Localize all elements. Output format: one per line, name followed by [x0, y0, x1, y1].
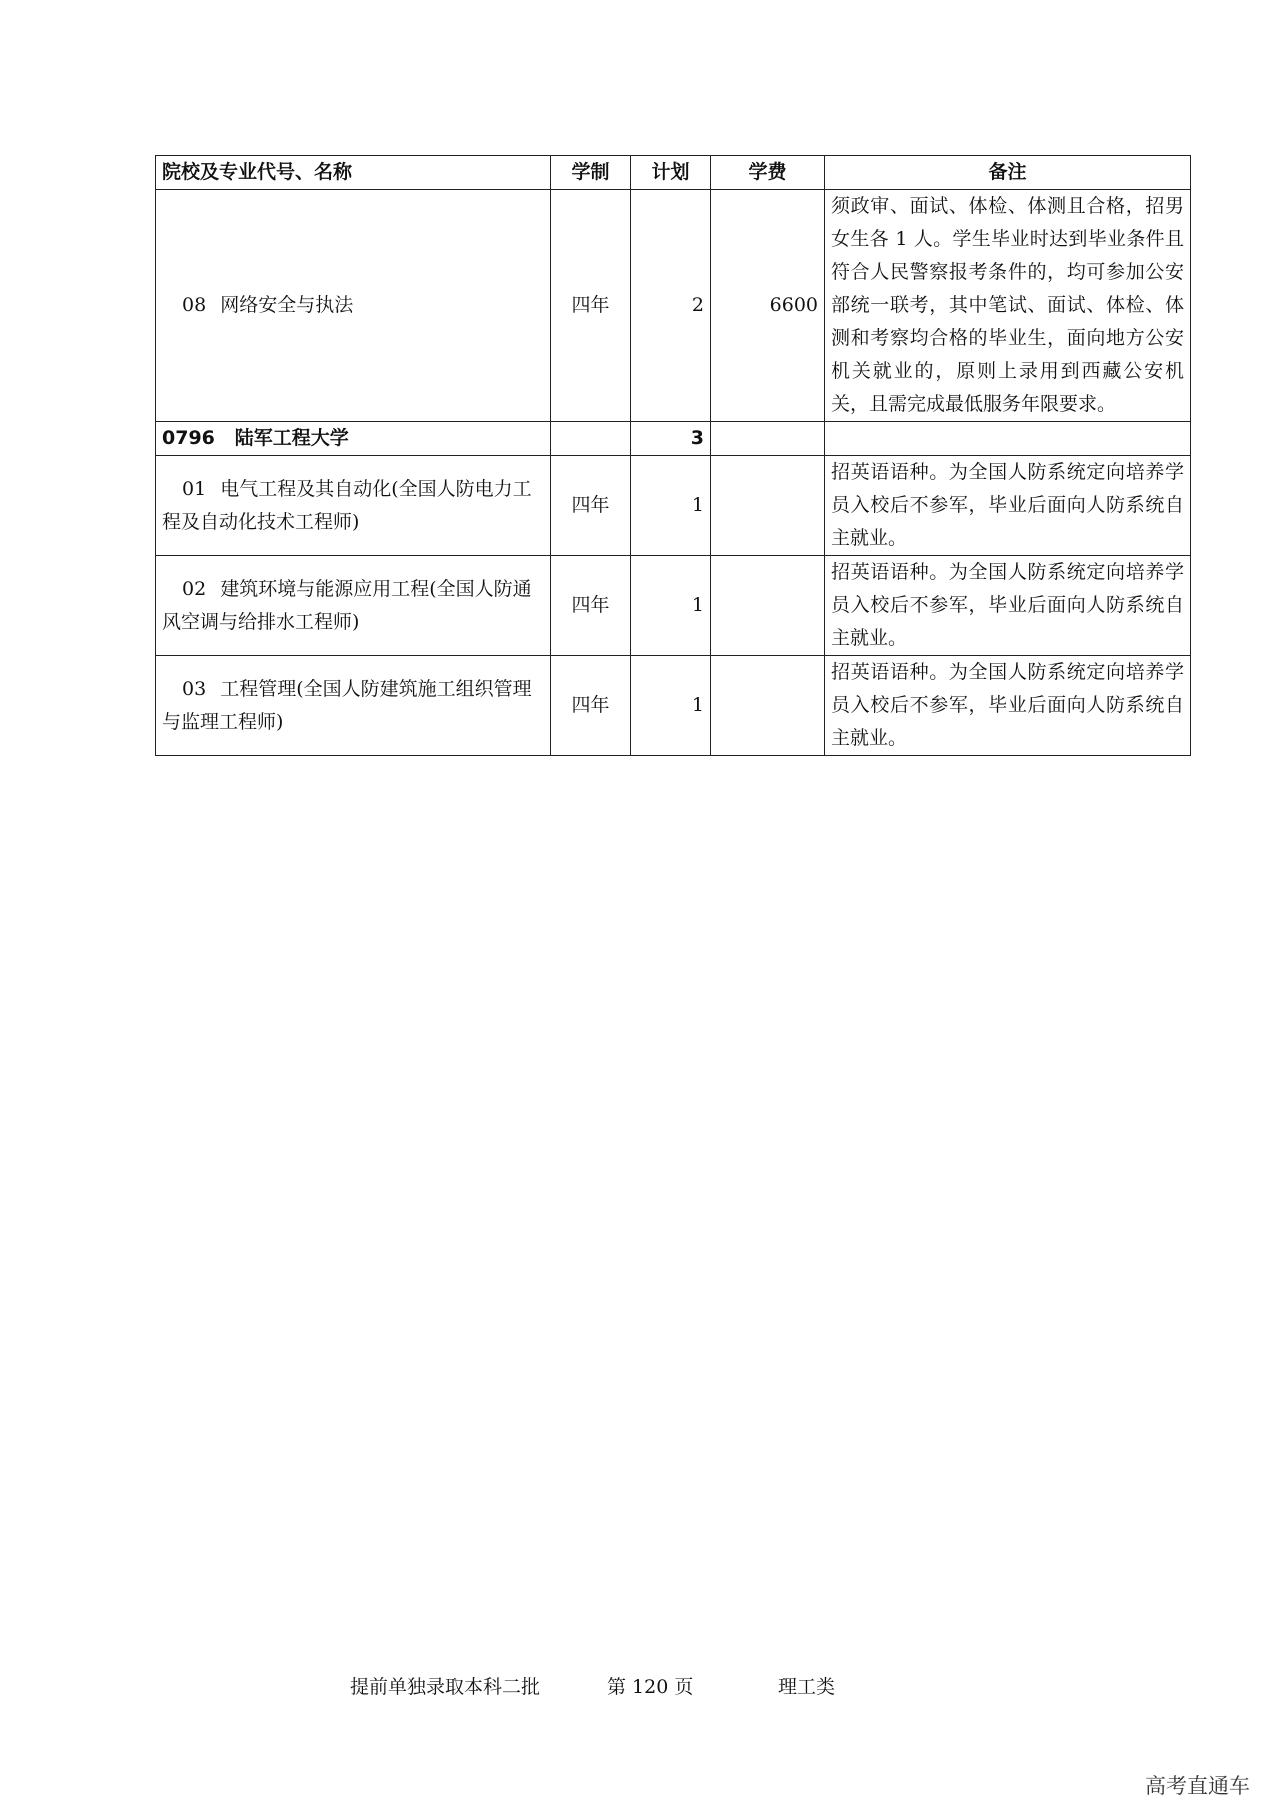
remarks-cell: 招英语语种。为全国人防系统定向培养学员入校后不参军，毕业后面向人防系统自主就业。	[825, 656, 1191, 756]
major-name-cell	[156, 556, 551, 656]
major-name: 建筑环境与能源应用工程(全国人防通风空调与给排水工程师)	[162, 577, 532, 633]
duration-cell: 四年	[551, 656, 631, 756]
plan-cell: 2	[631, 190, 711, 422]
watermark: 高考直通车	[1145, 1774, 1250, 1798]
major-name: 电气工程及其自动化(全国人防电力工程及自动化技术工程师)	[162, 477, 532, 533]
remarks-cell: 招英语语种。为全国人防系统定向培养学员入校后不参军，毕业后面向人防系统自主就业。	[825, 556, 1191, 656]
table-row	[156, 190, 1191, 422]
school-name: 陆军工程大学	[234, 427, 349, 449]
major-name-cell	[156, 656, 551, 756]
tuition-cell	[711, 556, 825, 656]
duration-cell: 四年	[551, 190, 631, 422]
tuition-cell: 6600	[711, 190, 825, 422]
plan-cell: 1	[631, 556, 711, 656]
header-tuition: 学费	[711, 156, 825, 190]
page-footer	[0, 1672, 1280, 1702]
header-plan: 计划	[631, 156, 711, 190]
tuition-cell	[711, 456, 825, 556]
footer-type: 理工类	[778, 1676, 836, 1698]
major-name-cell	[156, 456, 551, 556]
header-name: 院校及专业代号、名称	[156, 156, 551, 190]
footer-category: 提前单独录取本科二批	[350, 1676, 541, 1698]
footer-page-number: 第 120 页	[607, 1676, 694, 1698]
remarks-cell: 招英语语种。为全国人防系统定向培养学员入校后不参军，毕业后面向人防系统自主就业。	[825, 456, 1191, 556]
school-tuition-cell	[711, 422, 825, 456]
major-code: 02	[182, 577, 207, 600]
major-name: 网络安全与执法	[220, 294, 354, 316]
major-code: 01	[182, 477, 207, 500]
duration-cell: 四年	[551, 556, 631, 656]
school-code: 0796	[162, 427, 215, 449]
header-duration: 学制	[551, 156, 631, 190]
table-header-row	[156, 156, 1191, 190]
major-name: 工程管理(全国人防建筑施工组织管理与监理工程师)	[162, 677, 532, 733]
remarks-cell: 须政审、面试、体检、体测且合格，招男女生各 1 人。学生毕业时达到毕业条件且符合人民警察报考条件的，均可参加公安部统一联考，其中笔试、面试、体检、体测和考察均合格的毕业生，面向地方公安机关就业的，原则上录用到西藏公安机关，且需完成最低服务年限要求。	[825, 190, 1191, 422]
major-code: 08	[182, 294, 207, 316]
school-plan-cell: 3	[631, 422, 711, 456]
admission-plan-table	[155, 155, 1191, 756]
school-duration-cell	[551, 422, 631, 456]
header-remarks: 备注	[825, 156, 1191, 190]
plan-cell: 1	[631, 456, 711, 556]
table-row	[156, 656, 1191, 756]
duration-cell: 四年	[551, 456, 631, 556]
table-row	[156, 556, 1191, 656]
plan-cell: 1	[631, 656, 711, 756]
major-name-cell	[156, 190, 551, 422]
tuition-cell	[711, 656, 825, 756]
school-row	[156, 422, 1191, 456]
school-name-cell	[156, 422, 551, 456]
major-code: 03	[182, 677, 207, 700]
school-remarks-cell	[825, 422, 1191, 456]
table-row	[156, 456, 1191, 556]
